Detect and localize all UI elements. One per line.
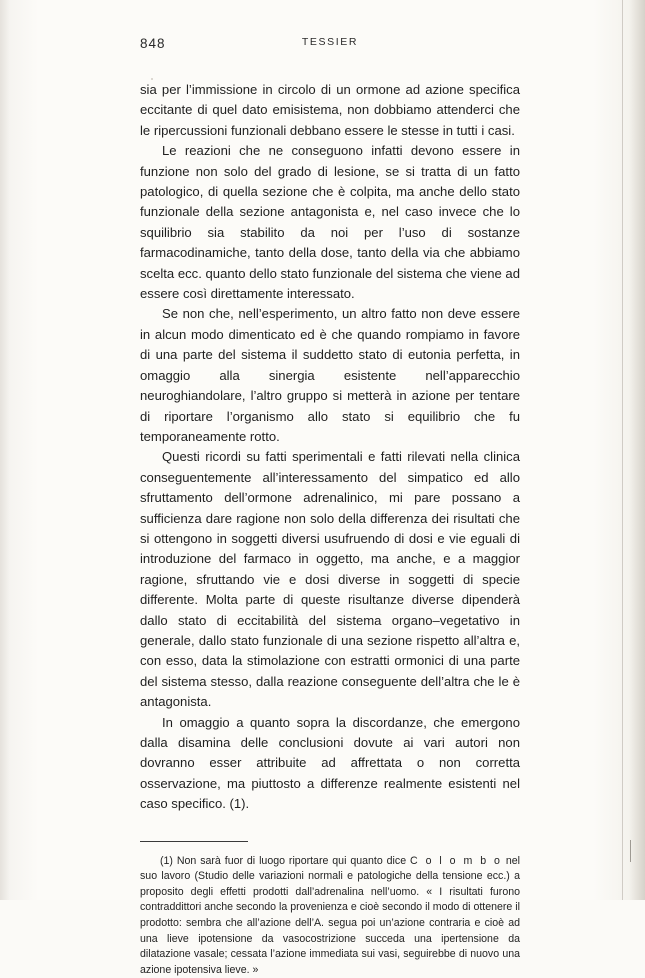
running-head: TESSIER bbox=[301, 36, 359, 48]
page-header bbox=[140, 36, 520, 58]
footnote-text-before: (1) Non sarà fuor di luogo riportare qui quanto dice bbox=[160, 854, 411, 867]
footnote-cited-name: C o l o m b o bbox=[410, 854, 502, 867]
paragraph: Questi ricordi su fatti sperimentali e fatti rilevati nella clinica conseguentemente all’interessamento del simpatico ed allo sfruttamento dell’ormone adrenalinico, mi pare possano a sufficienza dare ragione non solo della differenza dei risultati che si ottengono in soggetti diversi usufruendo di dosi e vie eguali di introduzione del farmaco in oggetto, ma anche, e a maggior ragione, sfruttando vie e dosi diverse in soggetti di specie differente. Molta parte di queste risultanze diverse dipenderà dallo stato di eccitabilità del sistema organo–vegetativo in generale, dallo stato funzionale di una sezione rispetto all’altra e, con esso, data la stimolazione con estratti ormonici di una parte del sistema stesso, dalla reazione conseguente dell’altra che le è antagonista. bbox=[140, 449, 520, 710]
footnote-separator-rule bbox=[140, 841, 248, 842]
page-right-shadow bbox=[629, 0, 645, 900]
footnote-text-after: nel suo lavoro (Studio delle variazioni normali e patologiche della tensione ecc.) a proposito degli effetti prodotti dall’adrenalina nell’uomo. « I risultati furono contraddittori anche secondo la provenienza e cioè secondo il modo di ottenere il prodotto: sembra che all’azione dell’A. segua poi un’azione contraria e cioè ad una lieve ipotensione da vasocostrizione succeda una ipertensione da dilatazione vasale; cessata l’azione immediata sui vasi, seguirebbe di nuovo una azione ipotensiva lieve. » bbox=[140, 854, 520, 976]
page-edge-line bbox=[622, 0, 623, 900]
paragraph: Se non che, nell’esperimento, un altro fatto non deve essere in alcun modo dimenticato ed è che quando rompiamo in favore di una parte del sistema il suddetto stato di eutonia perfetta, in omaggio alla sinergia esistente nell’apparecchio neuroghiandolare, l’altro gruppo si metterà in azione per tentare di riportare l’organismo allo stato si equilibrio che fu temporaneamente rotto. bbox=[140, 306, 520, 444]
paragraph: In omaggio a quanto sopra la discordanze, che emergono dalla disamina delle conclusioni dovute ai vari autori non dovranno esser attribuite ad affrettata o non corretta osservazione, ma piuttosto a differenze realmente esistenti nel caso specifico. (1). bbox=[140, 714, 520, 812]
paragraph: sia per l’immissione in circolo di un ormone ad azione specifica eccitante di quel dato emisistema, non dobbiamo attenderci che le ripercussioni funzionali debbano essere le stesse in tutti i casi. bbox=[140, 82, 520, 138]
paragraph: Le reazioni che ne conseguono infatti devono essere in funzione non solo del grado di lesione, se si tratta di un fatto patologico, di quella sezione che è colpita, ma anche dello stato funzionale della sezione antagonista e, nel caso invece che lo squilibrio sia stabilito da noi per l’uso di sostanze farmacodinamiche, tanto della dose, tanto della via che abbiamo scelta ecc. quanto dello stato funzionale del sistema che viene ad essere così direttamente interessato. bbox=[140, 143, 520, 302]
body-text bbox=[140, 80, 520, 815]
folio-number: 848 bbox=[140, 36, 166, 51]
page-margin-tick bbox=[630, 840, 631, 862]
page-content bbox=[140, 36, 520, 978]
page-left-shadow bbox=[0, 0, 10, 900]
footnote-paragraph bbox=[140, 854, 520, 978]
footnote bbox=[140, 854, 520, 978]
